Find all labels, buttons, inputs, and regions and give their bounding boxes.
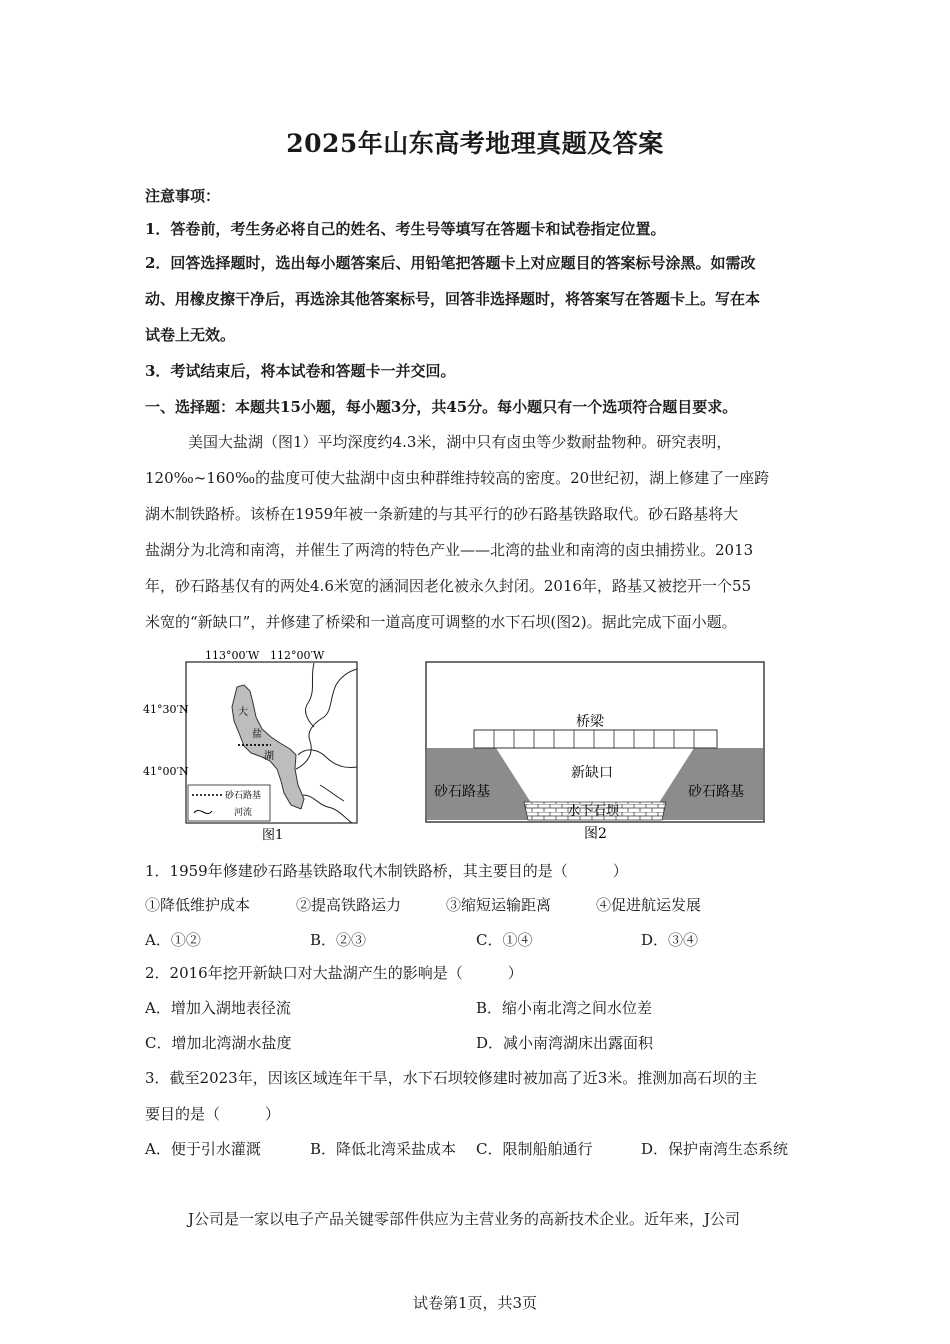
lake-label-hu: 湖 — [264, 751, 274, 762]
lake-label-yan: 盐 — [252, 729, 262, 740]
passage-line-4: 盐湖分为北湾和南湾，并催生了两湾的特色产业——北湾的盐业和南湾的卤虫捕捞业。2013 — [145, 541, 754, 559]
notice-heading: 注意事项： — [145, 187, 221, 205]
q2-option-c: C．增加北湾湖水盐度 — [145, 1034, 292, 1052]
lat-label-4100: 41°00′N — [143, 765, 189, 778]
passage-line-2: 120‰~160‰的盐度可使大盐湖中卤虫种群维持较高的密度。20世纪初，湖上修建了一座跨 — [145, 469, 770, 487]
left-causeway-label: 砂石路基 — [434, 784, 490, 800]
legend-river-label: 河流 — [234, 808, 253, 818]
q1-item: ②提高铁路运力 — [296, 896, 402, 914]
bridge-label: 桥梁 — [576, 714, 604, 730]
q1-stem: 1．1959年修建砂石路基铁路取代木制铁路桥，其主要目的是（ ） — [145, 862, 628, 880]
lake-label-da: 大 — [238, 707, 248, 718]
passage-line-6: 米宽的“新缺口”，并修建了桥梁和一道高度可调整的水下石坝(图2)。据此完成下面小题。 — [145, 613, 737, 631]
q1-option-a: A．①② — [145, 931, 201, 949]
q2-stem: 2．2016年挖开新缺口对大盐湖产生的影响是（ ） — [145, 964, 523, 982]
new-gap-label: 新缺口 — [571, 765, 613, 781]
section-heading: 一、选择题：本题共15小题，每小题3分，共45分。每小题只有一个选项符合题目要求。 — [145, 398, 738, 416]
q3-option-a: A．便于引水灌溉 — [145, 1140, 261, 1158]
figure-1-map — [138, 645, 363, 845]
q1-option-c: C．①④ — [476, 931, 533, 949]
dam-label: 水下石坝 — [567, 804, 620, 819]
q2-option-d: D．减小南湾湖床出露面积 — [476, 1034, 654, 1052]
q2-option-a: A．增加入湖地表径流 — [145, 999, 291, 1017]
lon-label-112: 112°00′W — [270, 649, 325, 662]
q1-item: ④促进航运发展 — [596, 896, 702, 914]
lon-label-113: 113°00′W — [205, 649, 260, 662]
figure-2-diagram — [424, 660, 769, 845]
legend-causeway-label: 砂石路基 — [225, 791, 262, 801]
q1-item: ①降低维护成本 — [145, 896, 251, 914]
notice-item-2-line-2: 动、用橡皮擦干净后，再选涂其他答案标号，回答非选择题时，将答案写在答题卡上。写在本 — [145, 290, 761, 308]
passage-line-1: 美国大盐湖（图1）平均深度约4.3米，湖中只有卤虫等少数耐盐物种。研究表明， — [188, 433, 732, 451]
q3-stem-line-2: 要目的是（ ） — [145, 1105, 281, 1123]
passage-line-5: 年，砂石路基仅有的两处4.6米宽的涵洞因老化被永久封闭。2016年，路基又被挖开一个55 — [145, 577, 752, 595]
bridge-deck — [474, 730, 717, 748]
next-passage-line: J公司是一家以电子产品关键零部件供应为主营业务的高新技术企业。近年来，J公司 — [188, 1210, 741, 1228]
q2-option-b: B．缩小南北湾之间水位差 — [476, 999, 653, 1017]
q3-option-c: C．限制船舶通行 — [476, 1140, 593, 1158]
q1-option-b: B．②③ — [310, 931, 367, 949]
q3-option-b: B．降低北湾采盐成本 — [310, 1140, 457, 1158]
notice-item-2-line-1: 2．回答选择题时，选出每小题答案后、用铅笔把答题卡上对应题目的答案标号涂黑。如需改 — [145, 254, 756, 272]
q3-stem-line-1: 3．截至2023年，因该区域连年干旱，水下石坝较修建时被加高了近3米。推测加高石坝的主 — [145, 1069, 758, 1087]
page-footer: 试卷第1页，共3页 — [412, 1294, 538, 1312]
passage-line-3: 湖木制铁路桥。该桥在1959年被一条新建的与其平行的砂石路基铁路取代。砂石路基将大 — [145, 505, 739, 523]
notice-item-1: 1．答卷前，考生务必将自己的姓名、考生号等填写在答题卡和试卷指定位置。 — [145, 220, 666, 238]
lat-label-4130: 41°30′N — [143, 703, 189, 716]
right-causeway-label: 砂石路基 — [688, 784, 744, 800]
q1-option-d: D．③④ — [641, 931, 699, 949]
q1-item: ③缩短运输距离 — [446, 896, 552, 914]
notice-item-2-line-3: 试卷上无效。 — [145, 326, 236, 344]
q3-option-d: D．保护南湾生态系统 — [641, 1140, 789, 1158]
notice-item-3: 3．考试结束后，将本试卷和答题卡一并交回。 — [145, 362, 456, 380]
figure-1-caption: 图1 — [262, 828, 284, 843]
figure-2-caption: 图2 — [584, 826, 607, 842]
page-title: 2025年山东高考地理真题及答案 — [286, 129, 664, 158]
